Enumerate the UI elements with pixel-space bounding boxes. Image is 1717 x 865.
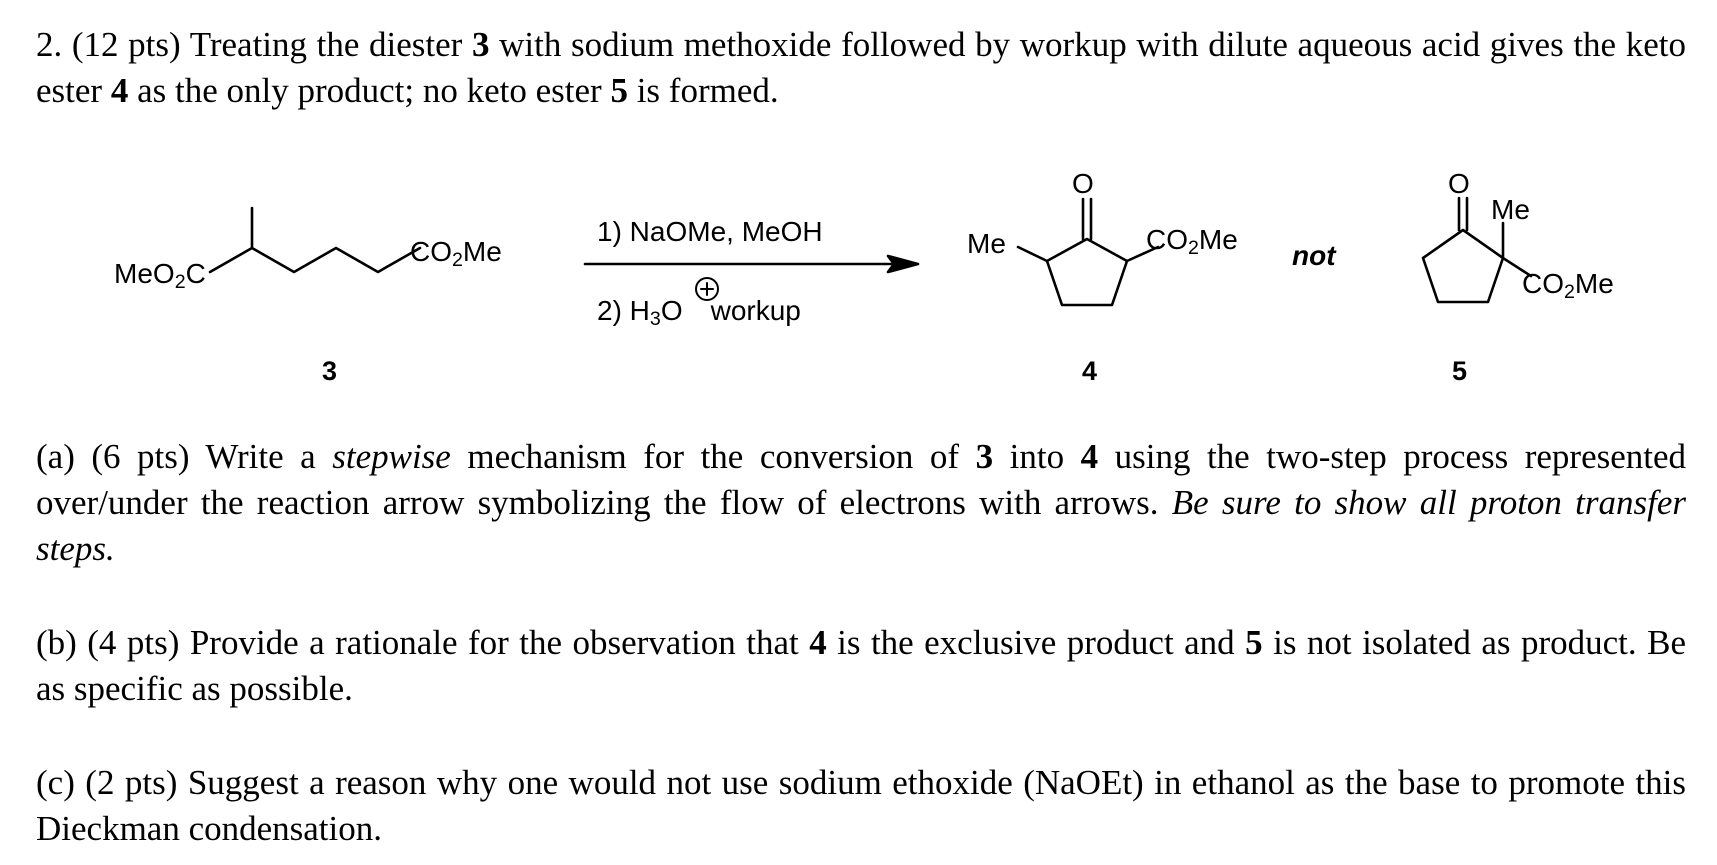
diester-left-ester: MeO$_2$C [114, 258, 206, 293]
compound-ref-3: 3 [471, 25, 490, 64]
diester-right-ester: $CO_2Me$ [410, 236, 502, 271]
part-b: (b) (4 pts) Provide a rationale for the observation that 4 is the exclusive product and 5 is not isolated as product. Be as specific as possible. [36, 623, 1686, 708]
reaction-arrow-head [888, 256, 918, 272]
alt-ester: $CO_2Me$ [1522, 268, 1614, 303]
product-carbonyl-o: O [1072, 168, 1094, 199]
diester-chain [210, 208, 420, 272]
product-methyl: Me [967, 228, 1006, 259]
compound-ref-3: 3 [975, 437, 994, 476]
intro-text: 2. (12 pts) Treating the diester [36, 25, 463, 64]
alt-carbonyl-o: O [1448, 168, 1470, 199]
compound-ref-4: 4 [809, 623, 827, 662]
reagent-step-2: 2) $H_3O$ workup [597, 295, 801, 330]
part-a: (a) (6 pts) Write a stepwise mechanism for the conversion of 3 into 4 using the two-step process represented over/under the reaction arrow symbolizing the flow of electrons with arrows. Be sure to show all proton transfer steps. [36, 437, 1687, 568]
alt-methyl: Me [1491, 194, 1530, 225]
stepwise-emphasis: stepwise [332, 437, 451, 476]
cyclopentanone-ring-4 [1047, 239, 1127, 305]
intro-text: as the only product; no keto ester [137, 71, 602, 110]
not-label: not [1292, 240, 1336, 271]
compound-ref-5: 5 [1245, 623, 1263, 662]
cyclopentanone-ring-5 [1423, 230, 1503, 302]
compound-label-3: 3 [322, 356, 338, 386]
reagent-step-1: 1) NaOMe, MeOH [597, 216, 823, 247]
me-bond-4 [1018, 247, 1047, 261]
intro-text: is formed. [636, 71, 779, 110]
compound-label-4: 4 [1082, 356, 1098, 386]
compound-label-5: 5 [1452, 356, 1468, 386]
product-ester: $CO_2Me$ [1146, 224, 1238, 259]
part-c: (c) (2 pts) Suggest a reason why one would not use sodium ethoxide (NaOEt) in ethanol as the base to promote this Dieckman condensation. [36, 763, 1686, 848]
compound-ref-4: 4 [110, 71, 129, 110]
compound-ref-4: 4 [1080, 437, 1099, 476]
intro-text: with sodium methoxide followed by workup with dilute aqueous acid gives the keto ester [36, 25, 1686, 110]
proton-transfer-emphasis: Be sure to show all proton transfer steps. [36, 483, 1686, 568]
compound-ref-5: 5 [610, 71, 628, 110]
